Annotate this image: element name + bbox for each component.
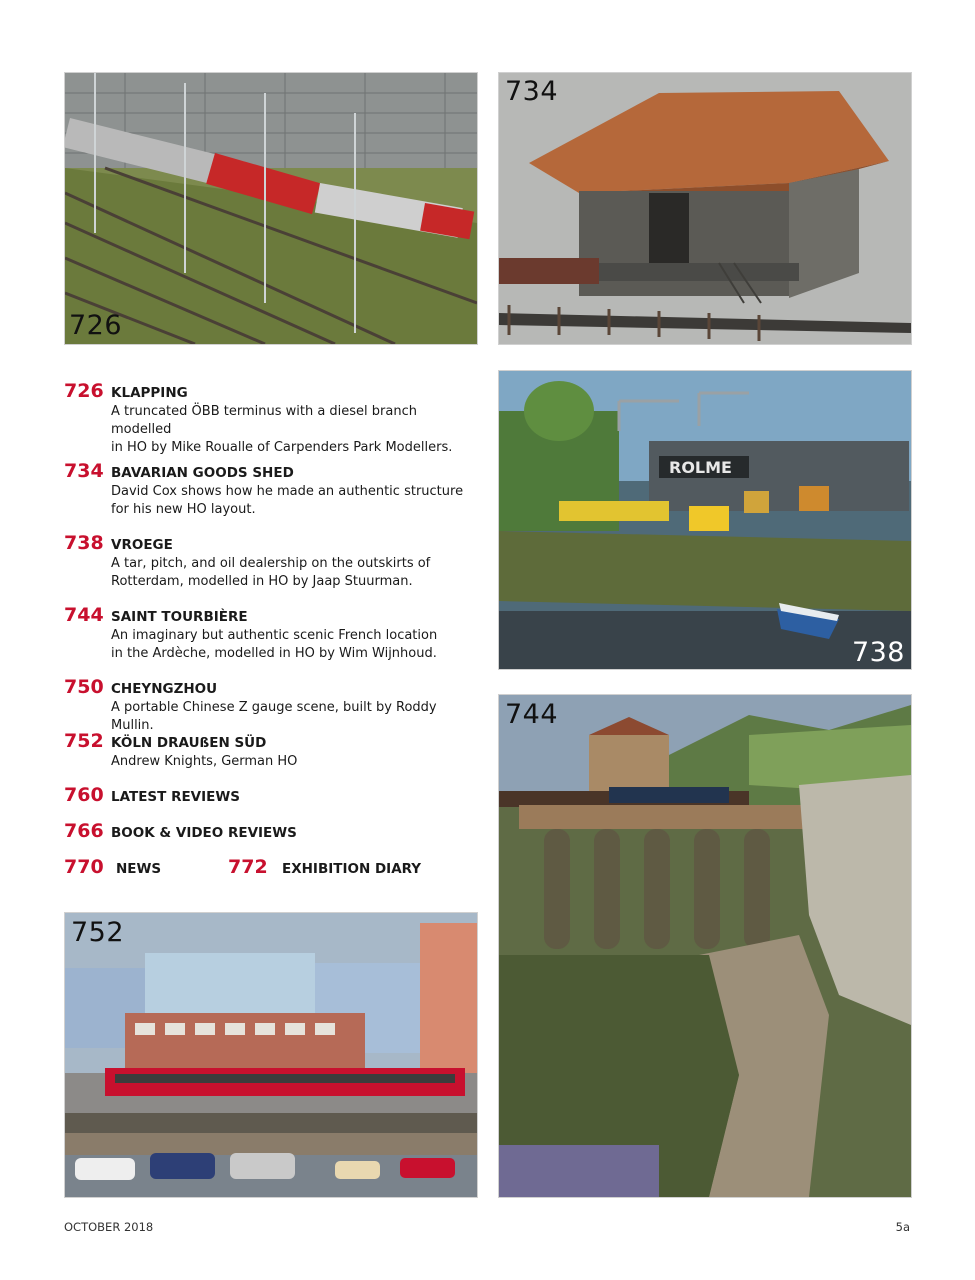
svg-text:ROLME: ROLME bbox=[669, 458, 732, 477]
photo-752-number: 752 bbox=[71, 917, 125, 948]
entry-title: LATEST REVIEWS bbox=[111, 789, 240, 805]
entry-description: An imaginary but authentic scenic French location in the Ardèche, modelled in HO by Wim Wijnhoud. bbox=[111, 628, 438, 661]
entry-title: EXHIBITION DIARY bbox=[282, 861, 422, 877]
photo-734-number: 734 bbox=[505, 76, 559, 107]
photo-734-image bbox=[499, 73, 911, 344]
footer-page-number: 5a bbox=[895, 1220, 910, 1234]
entry-page-number: 752 bbox=[64, 730, 104, 752]
entry-page-number: 770 bbox=[64, 856, 104, 878]
entry-page-number: 744 bbox=[64, 604, 104, 626]
entry-page-number: 760 bbox=[64, 784, 104, 806]
entry-title: BAVARIAN GOODS SHED bbox=[111, 465, 294, 481]
entry-title: KLAPPING bbox=[111, 385, 188, 401]
entry-page-number: 738 bbox=[64, 532, 104, 554]
photo-738 bbox=[498, 370, 912, 670]
photo-744-number: 744 bbox=[505, 699, 559, 730]
entry-page-number: 772 bbox=[228, 856, 268, 878]
entry-page-number: 750 bbox=[64, 676, 104, 698]
entry-title: KÖLN DRAUßEN SÜD bbox=[111, 735, 267, 751]
entry-description: A truncated ÖBB terminus with a diesel branch modelled in HO by Mike Roualle of Carpenders Park Modellers. bbox=[111, 404, 453, 455]
photo-738-number: 738 bbox=[851, 637, 905, 668]
entry-description: A tar, pitch, and oil dealership on the outskirts of Rotterdam, modelled in HO by Jaap Stuurman. bbox=[111, 556, 431, 589]
entry-title: SAINT TOURBIÈRE bbox=[111, 609, 248, 625]
photo-726-image bbox=[65, 73, 477, 344]
entry-title: CHEYNGZHOU bbox=[111, 681, 218, 697]
entry-description: A portable Chinese Z gauge scene, built by Roddy Mullin. bbox=[111, 700, 437, 733]
entry-title: BOOK & VIDEO REVIEWS bbox=[111, 825, 297, 841]
entry-title: VROEGE bbox=[111, 537, 173, 553]
entry-page-number: 734 bbox=[64, 460, 104, 482]
footer-date: OCTOBER 2018 bbox=[64, 1220, 154, 1234]
photo-752-image bbox=[65, 913, 477, 1197]
entry-description: Andrew Knights, German HO bbox=[111, 754, 298, 769]
photo-744 bbox=[498, 694, 912, 1198]
entry-title: NEWS bbox=[116, 861, 162, 877]
photo-752 bbox=[64, 912, 478, 1198]
photo-738-image bbox=[499, 371, 911, 669]
photo-744-image bbox=[499, 695, 911, 1197]
photo-734 bbox=[498, 72, 912, 345]
photo-726-number: 726 bbox=[69, 310, 123, 341]
entry-page-number: 726 bbox=[64, 380, 104, 402]
entry-page-number: 766 bbox=[64, 820, 104, 842]
entry-description: David Cox shows how he made an authentic structure for his new HO layout. bbox=[111, 484, 464, 517]
photo-726 bbox=[64, 72, 478, 345]
